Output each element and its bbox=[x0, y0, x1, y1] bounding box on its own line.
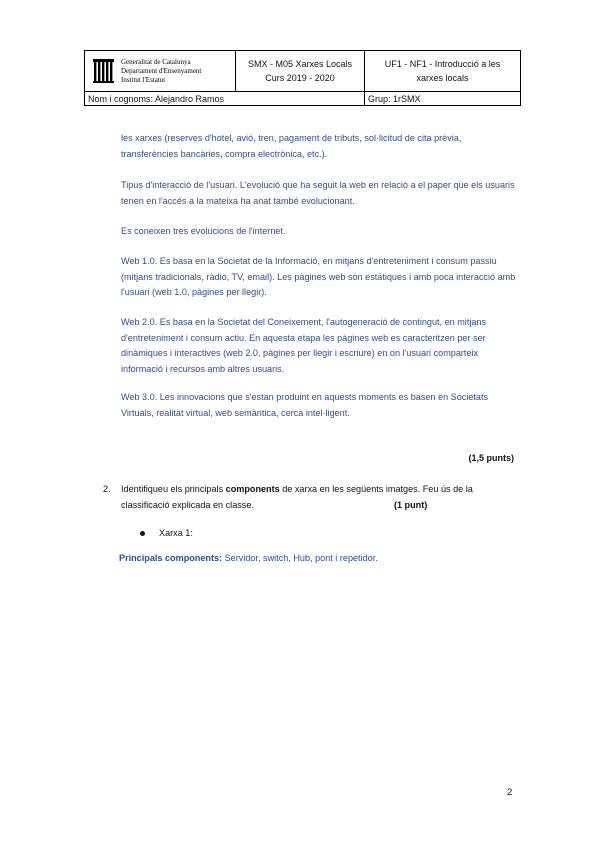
question-text-start: Identifiqueu els principals bbox=[121, 484, 226, 494]
paragraph-2: Tipus d'interacció de l'usuari. L'evolució que ha seguit la web en relació a el paper que els usuaris tenen en l'accés a la mateixa ha anat també evolucionant. bbox=[121, 180, 515, 206]
answer-text: Servidor, switch, Hub, pont i repetidor. bbox=[222, 553, 378, 563]
paragraph-web-2: Web 2.0. Es basa en la Societat del Coneixement, l'autogeneració de contingut, en mitjans d'entreteniment i consum actiu. En aquesta etapa les pàgines web es caracteritzen per ser dinàmiques i interactives (web 2.0, pàgines per llegir i escriure) en on l'usuari comparteix informació i recursos amb altres usuaris. bbox=[121, 317, 487, 374]
page-number: 2 bbox=[507, 787, 513, 798]
unit-title-line-2: xarxes locals bbox=[416, 73, 469, 83]
paragraph-web-3: Web 3.0. Les innovacions que s'estan produint en aquests moments es basen en Societats Virtuals, realitat virtual, web semàntica, cerca intel·ligent. bbox=[121, 392, 489, 418]
logo-line-2: Departament d'Ensenyament bbox=[121, 66, 202, 75]
bullet-xarxa-1 bbox=[140, 528, 193, 538]
question-2 bbox=[103, 482, 523, 513]
paragraph-1: les xarxes (reserves d'hotel, avió, tren, pagament de tributs, sol·licitud de cita prèvia, transferències bancàries, compra electrònica, etc.). bbox=[121, 133, 462, 159]
course-title: SMX - M05 Xarxes Locals bbox=[247, 59, 353, 69]
generalitat-logo-icon bbox=[93, 58, 117, 84]
question-text bbox=[121, 482, 523, 513]
question-points: (1 punt) bbox=[393, 499, 428, 510]
header-table bbox=[84, 50, 521, 106]
question-text-end: de xarxa en les següents imatges. Feu ús de la classificació explicada en classe. bbox=[121, 484, 473, 510]
bullet-label: Xarxa 1: bbox=[159, 528, 193, 538]
question-text-bold: components bbox=[225, 484, 280, 494]
question-number: 2. bbox=[103, 484, 111, 494]
logo-line-3: Institut l'Estatut bbox=[121, 75, 166, 84]
bullet-dot-icon bbox=[140, 531, 145, 536]
course-year: Curs 2019 - 2020 bbox=[265, 73, 335, 83]
logo-cell bbox=[85, 51, 236, 92]
paragraph-3: Es coneixen tres evolucions de l'internet. bbox=[121, 226, 286, 236]
course-cell bbox=[236, 51, 365, 92]
points-label: (1,5 punts) bbox=[468, 453, 514, 463]
paragraph-web-1: Web 1.0. Es basa en la Societat de la Informació, en mitjans d'entreteniment i consum passiu (mitjans tradicionals, ràdio, TV, email). Les pàgines web són estàtiques i amb poca interacció amb l'usuari (web 1.0, pàgines per llegir). bbox=[121, 256, 516, 297]
student-group: Grup: 1rSMX bbox=[365, 92, 521, 106]
answer-line bbox=[119, 553, 378, 563]
logo-line-1: Generalitat de Catalunya bbox=[121, 57, 191, 66]
answer-label: Principals components: bbox=[119, 553, 223, 563]
unit-title-line-1: UF1 - NF1 - Introducció a les bbox=[384, 59, 501, 69]
student-name: Nom i cognoms: Alejandro Ramos bbox=[85, 92, 365, 106]
unit-cell bbox=[365, 51, 521, 92]
logo-text bbox=[121, 58, 201, 85]
